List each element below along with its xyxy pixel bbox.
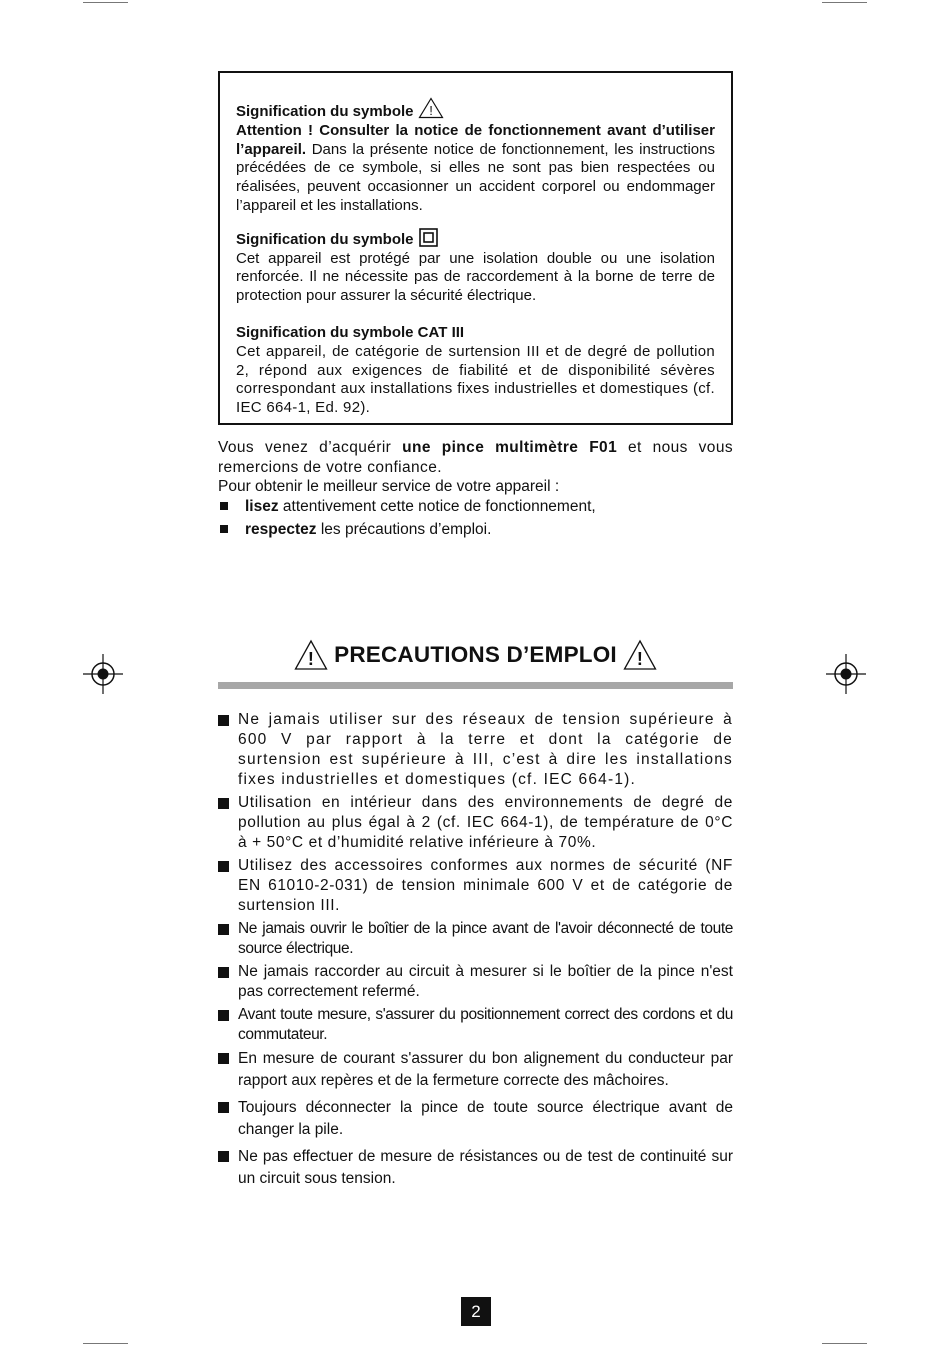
warning-triangle-icon — [294, 639, 328, 671]
intro-instruction: Pour obtenir le meilleur service de votre appareil : — [218, 478, 560, 495]
precaution-text: Ne pas effectuer de mesure de résistances ou de test de continuité sur un circuit sous tension. — [238, 1148, 733, 1187]
svg-text:!: ! — [308, 649, 315, 669]
bullet-bold: lisez — [245, 497, 279, 515]
symbol-warning-heading — [236, 97, 715, 122]
precaution-item — [218, 856, 733, 916]
symbol-cat-heading: Signification du symbole CAT III — [236, 323, 465, 341]
precaution-item — [218, 1146, 733, 1190]
precaution-item — [218, 919, 733, 959]
precaution-text: Ne jamais utiliser sur des réseaux de tension supérieure à 600 V par rapport à la terre et dont la catégorie de surtension est supérieure à III, c’est à dire les installations fixes industrielles et domestiques (cf. IEC 664-1). — [238, 711, 733, 788]
registration-mark-icon — [83, 654, 123, 694]
precaution-text: Utilisez des accessoires conformes aux normes de sécurité (NF EN 61010-2-031) de tension minimale 600 V et de catégorie de surtension III. — [238, 857, 733, 914]
symbol-warning-bold-text: Attention ! Consulter la notice de fonctionnement avant d’utiliser l’appareil. — [236, 121, 715, 158]
crop-mark — [822, 2, 867, 3]
list-item — [218, 497, 733, 517]
precautions-title: PRECAUTIONS D’EMPLOI — [334, 642, 617, 667]
intro-thanks — [218, 438, 733, 477]
double-insulation-square-icon — [419, 228, 438, 247]
symbol-warning-description — [236, 122, 715, 216]
intro-section — [218, 438, 733, 540]
precautions-list — [218, 710, 733, 1190]
symbol-warning-title: Signification du symbole — [236, 103, 414, 120]
bullet-square-icon — [218, 798, 229, 809]
intro-bullet-list — [218, 497, 733, 540]
bullet-square-icon — [218, 1010, 229, 1021]
precaution-item — [218, 793, 733, 853]
crop-mark — [822, 1343, 867, 1344]
bullet-square-icon — [218, 1151, 229, 1162]
bullet-square-icon — [218, 1053, 229, 1064]
precautions-heading — [218, 633, 733, 677]
bullet-square-icon — [218, 967, 229, 978]
symbol-insulation-description: Cet appareil est protégé par une isolation double ou une isolation renforcée. Il ne nécessite pas de raccordement à la borne de terre de protection pour assurer la sécurité électrique. — [236, 249, 715, 305]
precaution-text: Ne jamais raccorder au circuit à mesurer si le boîtier de la pince n'est pas correctement refermé. — [238, 963, 733, 1000]
intro-text: et nous vous remercions de votre confiance. — [218, 439, 733, 476]
symbol-cat-description: Cet appareil, de catégorie de surtension III et de degré de pollution 2, répond aux exigences de fiabilité et de disponibilité sévères correspondant aux installations fixes industrielles et domestiques (cf. IEC 664-1, Ed. 92). — [236, 342, 715, 417]
symbol-explanation-box — [218, 71, 733, 425]
precaution-item — [218, 1097, 733, 1141]
bullet-text: attentivement cette notice de fonctionnement, — [278, 497, 596, 515]
warning-triangle-icon — [623, 639, 657, 671]
bullet-bold: respectez — [245, 521, 317, 538]
symbol-insulation-title: Signification du symbole — [236, 230, 414, 248]
precaution-item — [218, 962, 733, 1002]
precaution-item — [218, 1005, 733, 1045]
svg-text:!: ! — [428, 103, 433, 118]
product-name: une pince multimètre F01 — [402, 439, 618, 456]
crop-mark — [83, 2, 128, 3]
bullet-square-icon — [218, 715, 229, 726]
precaution-item — [218, 1048, 733, 1092]
bullet-text: les précautions d’emploi. — [316, 521, 492, 538]
bullet-square-icon — [218, 1102, 229, 1113]
section-divider — [218, 682, 733, 689]
precaution-item — [218, 710, 733, 790]
precaution-text: Utilisation en intérieur dans des environnements de degré de pollution au plus égal à 2 (cf. IEC 664-1), de température de 0°C à + 50°C et d’humidité relative inférieure à 70%. — [238, 794, 733, 851]
precaution-text: Ne jamais ouvrir le boîtier de la pince avant de l'avoir déconnecté de toute source électrique. — [238, 920, 733, 957]
registration-mark-icon — [826, 654, 866, 694]
list-item — [218, 520, 733, 540]
bullet-square-icon — [218, 924, 229, 935]
svg-text:!: ! — [636, 649, 643, 669]
symbol-warning-text: Dans la présente notice de fonctionnement, les instructions précédées de ce symbole, si elles ne sont pas bien respectées ou réalisées, peuvent occasionner un accident corporel ou endommager l’appareil et les installations. — [236, 140, 715, 214]
symbol-insulation-heading — [236, 228, 715, 250]
precaution-text: Toujours déconnecter la pince de toute source électrique avant de changer la pile. — [238, 1099, 733, 1138]
bullet-square-icon — [218, 861, 229, 872]
intro-text: Vous venez d’acquérir — [218, 439, 403, 456]
page-number: 2 — [461, 1297, 491, 1326]
crop-mark — [83, 1343, 128, 1344]
precaution-text: En mesure de courant s'assurer du bon alignement du conducteur par rapport aux repères et de la fermeture correcte des mâchoires. — [238, 1050, 733, 1089]
warning-triangle-icon — [418, 97, 444, 119]
precaution-text: Avant toute mesure, s'assurer du positionnement correct des cordons et du commutateur. — [238, 1006, 733, 1043]
bullet-square-icon — [220, 525, 228, 533]
bullet-square-icon — [220, 502, 228, 510]
